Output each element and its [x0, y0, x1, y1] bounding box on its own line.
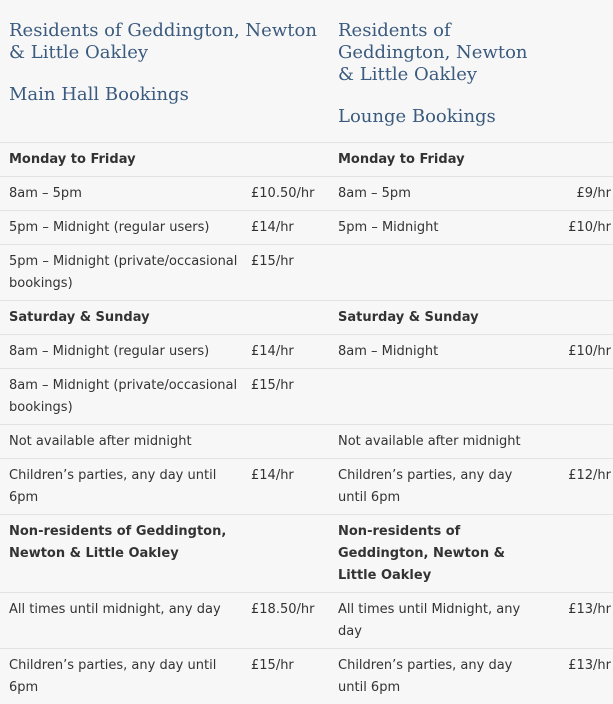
lounge-rate-price: £10/hr: [545, 335, 613, 369]
lounge-rate-label: [329, 245, 545, 301]
rate-row: [0, 245, 613, 301]
lounge-rate-label: Children’s parties, any day until 6pm: [329, 649, 545, 704]
lounge-title: Residents of Geddington, Newton & Little Oakley: [338, 20, 528, 85]
main-hall-section-price: [245, 301, 329, 335]
rate-row: [0, 369, 613, 425]
lounge-subtitle: Lounge Bookings: [338, 106, 496, 127]
lounge-section-label: Saturday & Sunday: [329, 301, 545, 335]
main-hall-section-price: [245, 143, 329, 177]
main-hall-section-label: Saturday & Sunday: [0, 301, 245, 335]
lounge-rate-price: £10/hr: [545, 211, 613, 245]
main-hall-section-label: Monday to Friday: [0, 143, 245, 177]
rate-row: [0, 335, 613, 369]
lounge-rate-price: £13/hr: [545, 593, 613, 649]
lounge-rate-label: [329, 369, 545, 425]
lounge-rate-label: 8am – Midnight: [329, 335, 545, 369]
main-hall-rate-label: 5pm – Midnight (private/occasional bookings): [0, 245, 245, 301]
rate-row: [0, 425, 613, 459]
main-hall-rate-label: 8am – Midnight (private/occasional bookings): [0, 369, 245, 425]
main-hall-rate-label: Not available after midnight: [0, 425, 245, 459]
main-hall-rate-label: All times until midnight, any day: [0, 593, 245, 649]
main-hall-rate-price: £14/hr: [245, 211, 329, 245]
section-row: [0, 515, 613, 593]
lounge-rate-label: 8am – 5pm: [329, 177, 545, 211]
lounge-rate-label: Not available after midnight: [329, 425, 545, 459]
lounge-section-price: [545, 301, 613, 335]
main-hall-rate-price: £15/hr: [245, 245, 329, 301]
main-hall-rate-price: [245, 425, 329, 459]
lounge-section-price: [545, 143, 613, 177]
lounge-rate-price: £9/hr: [545, 177, 613, 211]
main-hall-rate-price: £18.50/hr: [245, 593, 329, 649]
main-hall-rate-price: £10.50/hr: [245, 177, 329, 211]
rate-row: [0, 211, 613, 245]
main-hall-rate-label: 5pm – Midnight (regular users): [0, 211, 245, 245]
lounge-rate-label: All times until Midnight, any day: [329, 593, 545, 649]
lounge-rate-price: £12/hr: [545, 459, 613, 515]
section-row: [0, 143, 613, 177]
lounge-section-label: Non-residents of Geddington, Newton & Little Oakley: [329, 515, 545, 593]
main-hall-rate-price: £15/hr: [245, 369, 329, 425]
section-row: [0, 301, 613, 335]
lounge-rate-label: Children’s parties, any day until 6pm: [329, 459, 545, 515]
header-row: [0, 0, 613, 143]
rate-row: [0, 459, 613, 515]
main-hall-header: [0, 0, 329, 143]
lounge-rate-label: 5pm – Midnight: [329, 211, 545, 245]
main-hall-title: Residents of Geddington, Newton & Little Oakley: [9, 20, 317, 63]
main-hall-rate-price: £14/hr: [245, 335, 329, 369]
main-hall-subtitle: Main Hall Bookings: [9, 84, 189, 105]
lounge-rate-price: [545, 245, 613, 301]
lounge-section-price: [545, 515, 613, 593]
rate-row: [0, 593, 613, 649]
main-hall-rate-label: Children’s parties, any day until 6pm: [0, 649, 245, 704]
lounge-rate-price: [545, 425, 613, 459]
main-hall-rate-label: Children’s parties, any day until 6pm: [0, 459, 245, 515]
rate-row: [0, 177, 613, 211]
rate-row: [0, 649, 613, 704]
main-hall-rate-label: 8am – Midnight (regular users): [0, 335, 245, 369]
main-hall-rate-price: £14/hr: [245, 459, 329, 515]
main-hall-rate-price: £15/hr: [245, 649, 329, 704]
lounge-section-label: Monday to Friday: [329, 143, 545, 177]
main-hall-rate-label: 8am – 5pm: [0, 177, 245, 211]
lounge-rate-price: [545, 369, 613, 425]
main-hall-section-label: Non-residents of Geddington, Newton & Little Oakley: [0, 515, 245, 593]
main-hall-section-price: [245, 515, 329, 593]
lounge-rate-price: £13/hr: [545, 649, 613, 704]
lounge-header: [329, 0, 613, 143]
